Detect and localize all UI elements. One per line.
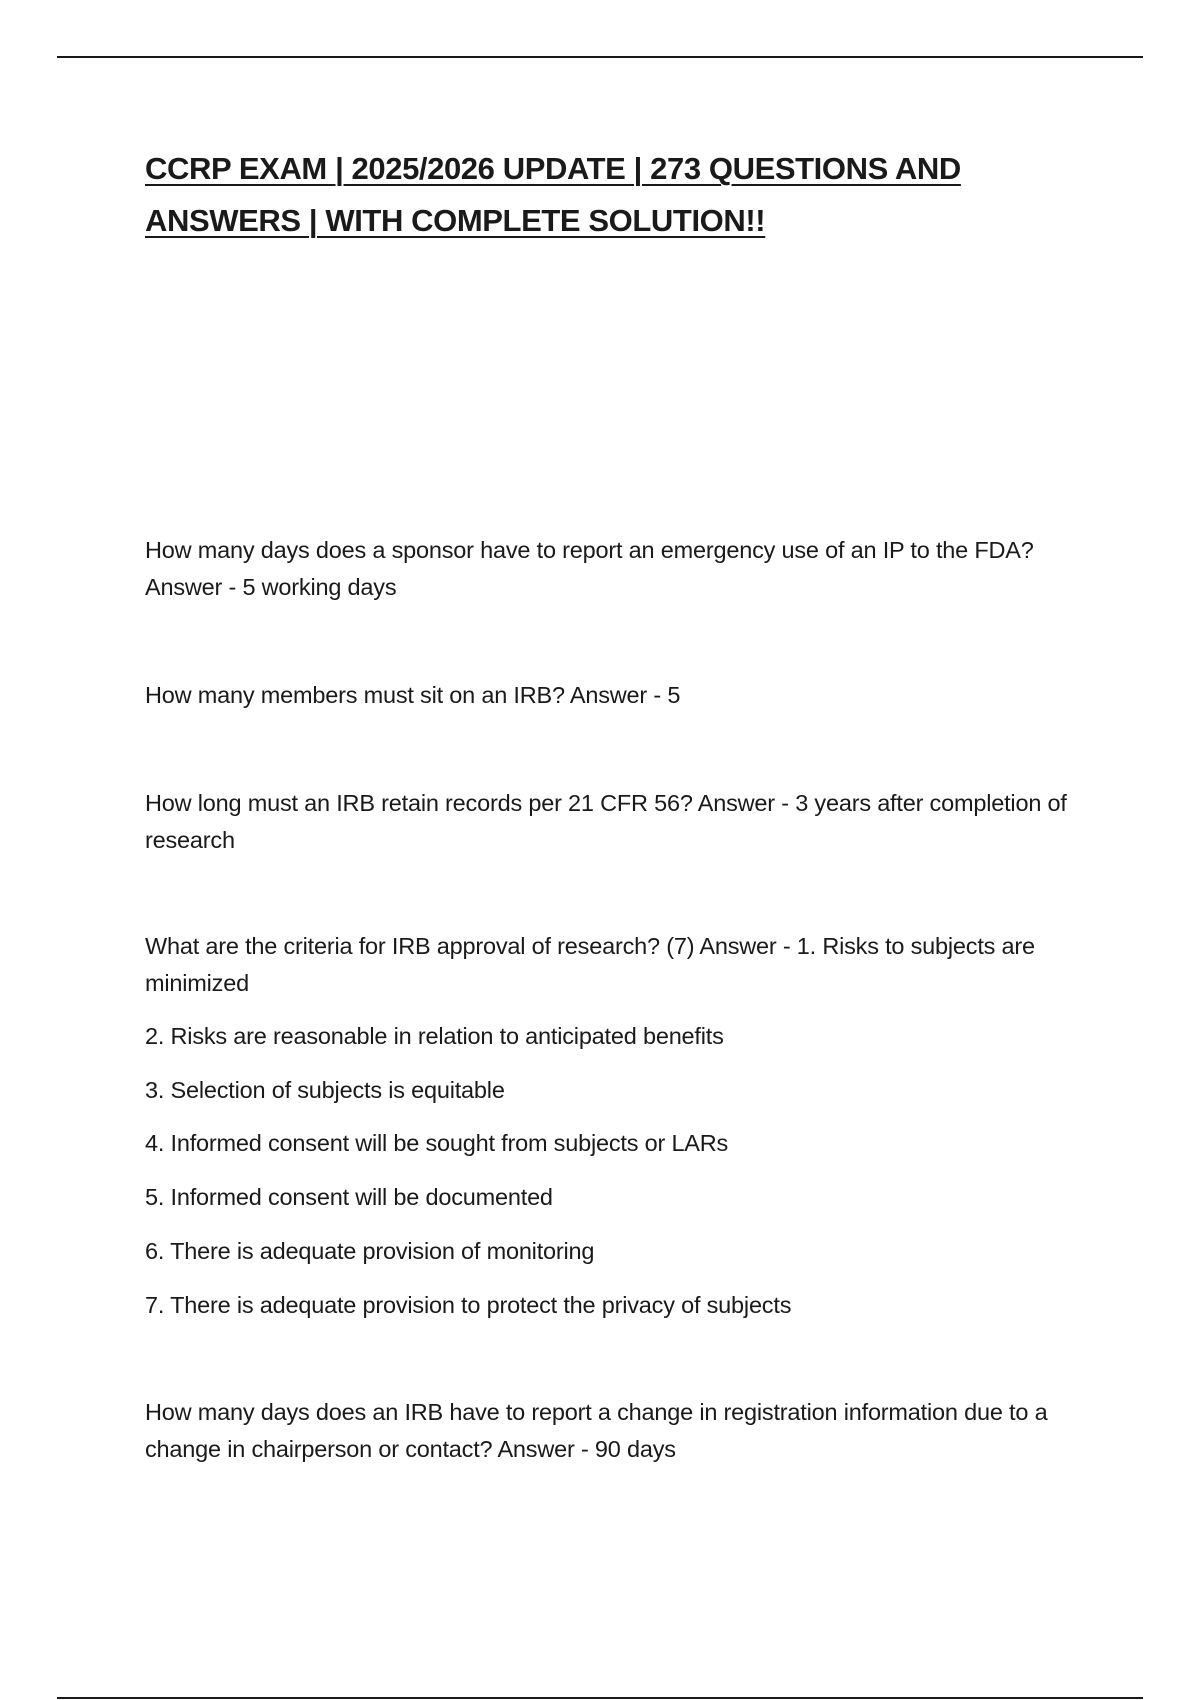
criteria-item: 7. There is adequate provision to protect the privacy of subjects: [145, 1292, 792, 1318]
criteria-item: 2. Risks are reasonable in relation to anticipated benefits: [145, 1023, 724, 1049]
bottom-rule: [57, 1697, 1143, 1699]
criteria-item: 4. Informed consent will be sought from subjects or LARs: [145, 1130, 729, 1156]
criteria-item: 6. There is adequate provision of monitoring: [145, 1238, 595, 1264]
qa-item-irb-registration: How many days does an IRB have to report a change in registration information due to a change in chairperson or contact? Answer - 90 days: [145, 1399, 1048, 1462]
criteria-item: 5. Informed consent will be documented: [145, 1184, 553, 1210]
qa-item-irb-criteria: What are the criteria for IRB approval of research? (7) Answer - 1. Risks to subjects are minimized: [145, 933, 1035, 996]
qa-item-irb-records: How long must an IRB retain records per 21 CFR 56? Answer - 3 years after completion of research: [145, 790, 1067, 853]
document-title: CCRP EXAM | 2025/2026 UPDATE | 273 QUESTIONS AND ANSWERS | WITH COMPLETE SOLUTION!!: [145, 151, 961, 238]
top-rule: [57, 56, 1143, 58]
criteria-item: 3. Selection of subjects is equitable: [145, 1077, 505, 1103]
qa-item-emergency-use: How many days does a sponsor have to report an emergency use of an IP to the FDA? Answer - 5 working days: [145, 537, 1034, 600]
qa-item-irb-members: How many members must sit on an IRB? Answer - 5: [145, 682, 681, 708]
